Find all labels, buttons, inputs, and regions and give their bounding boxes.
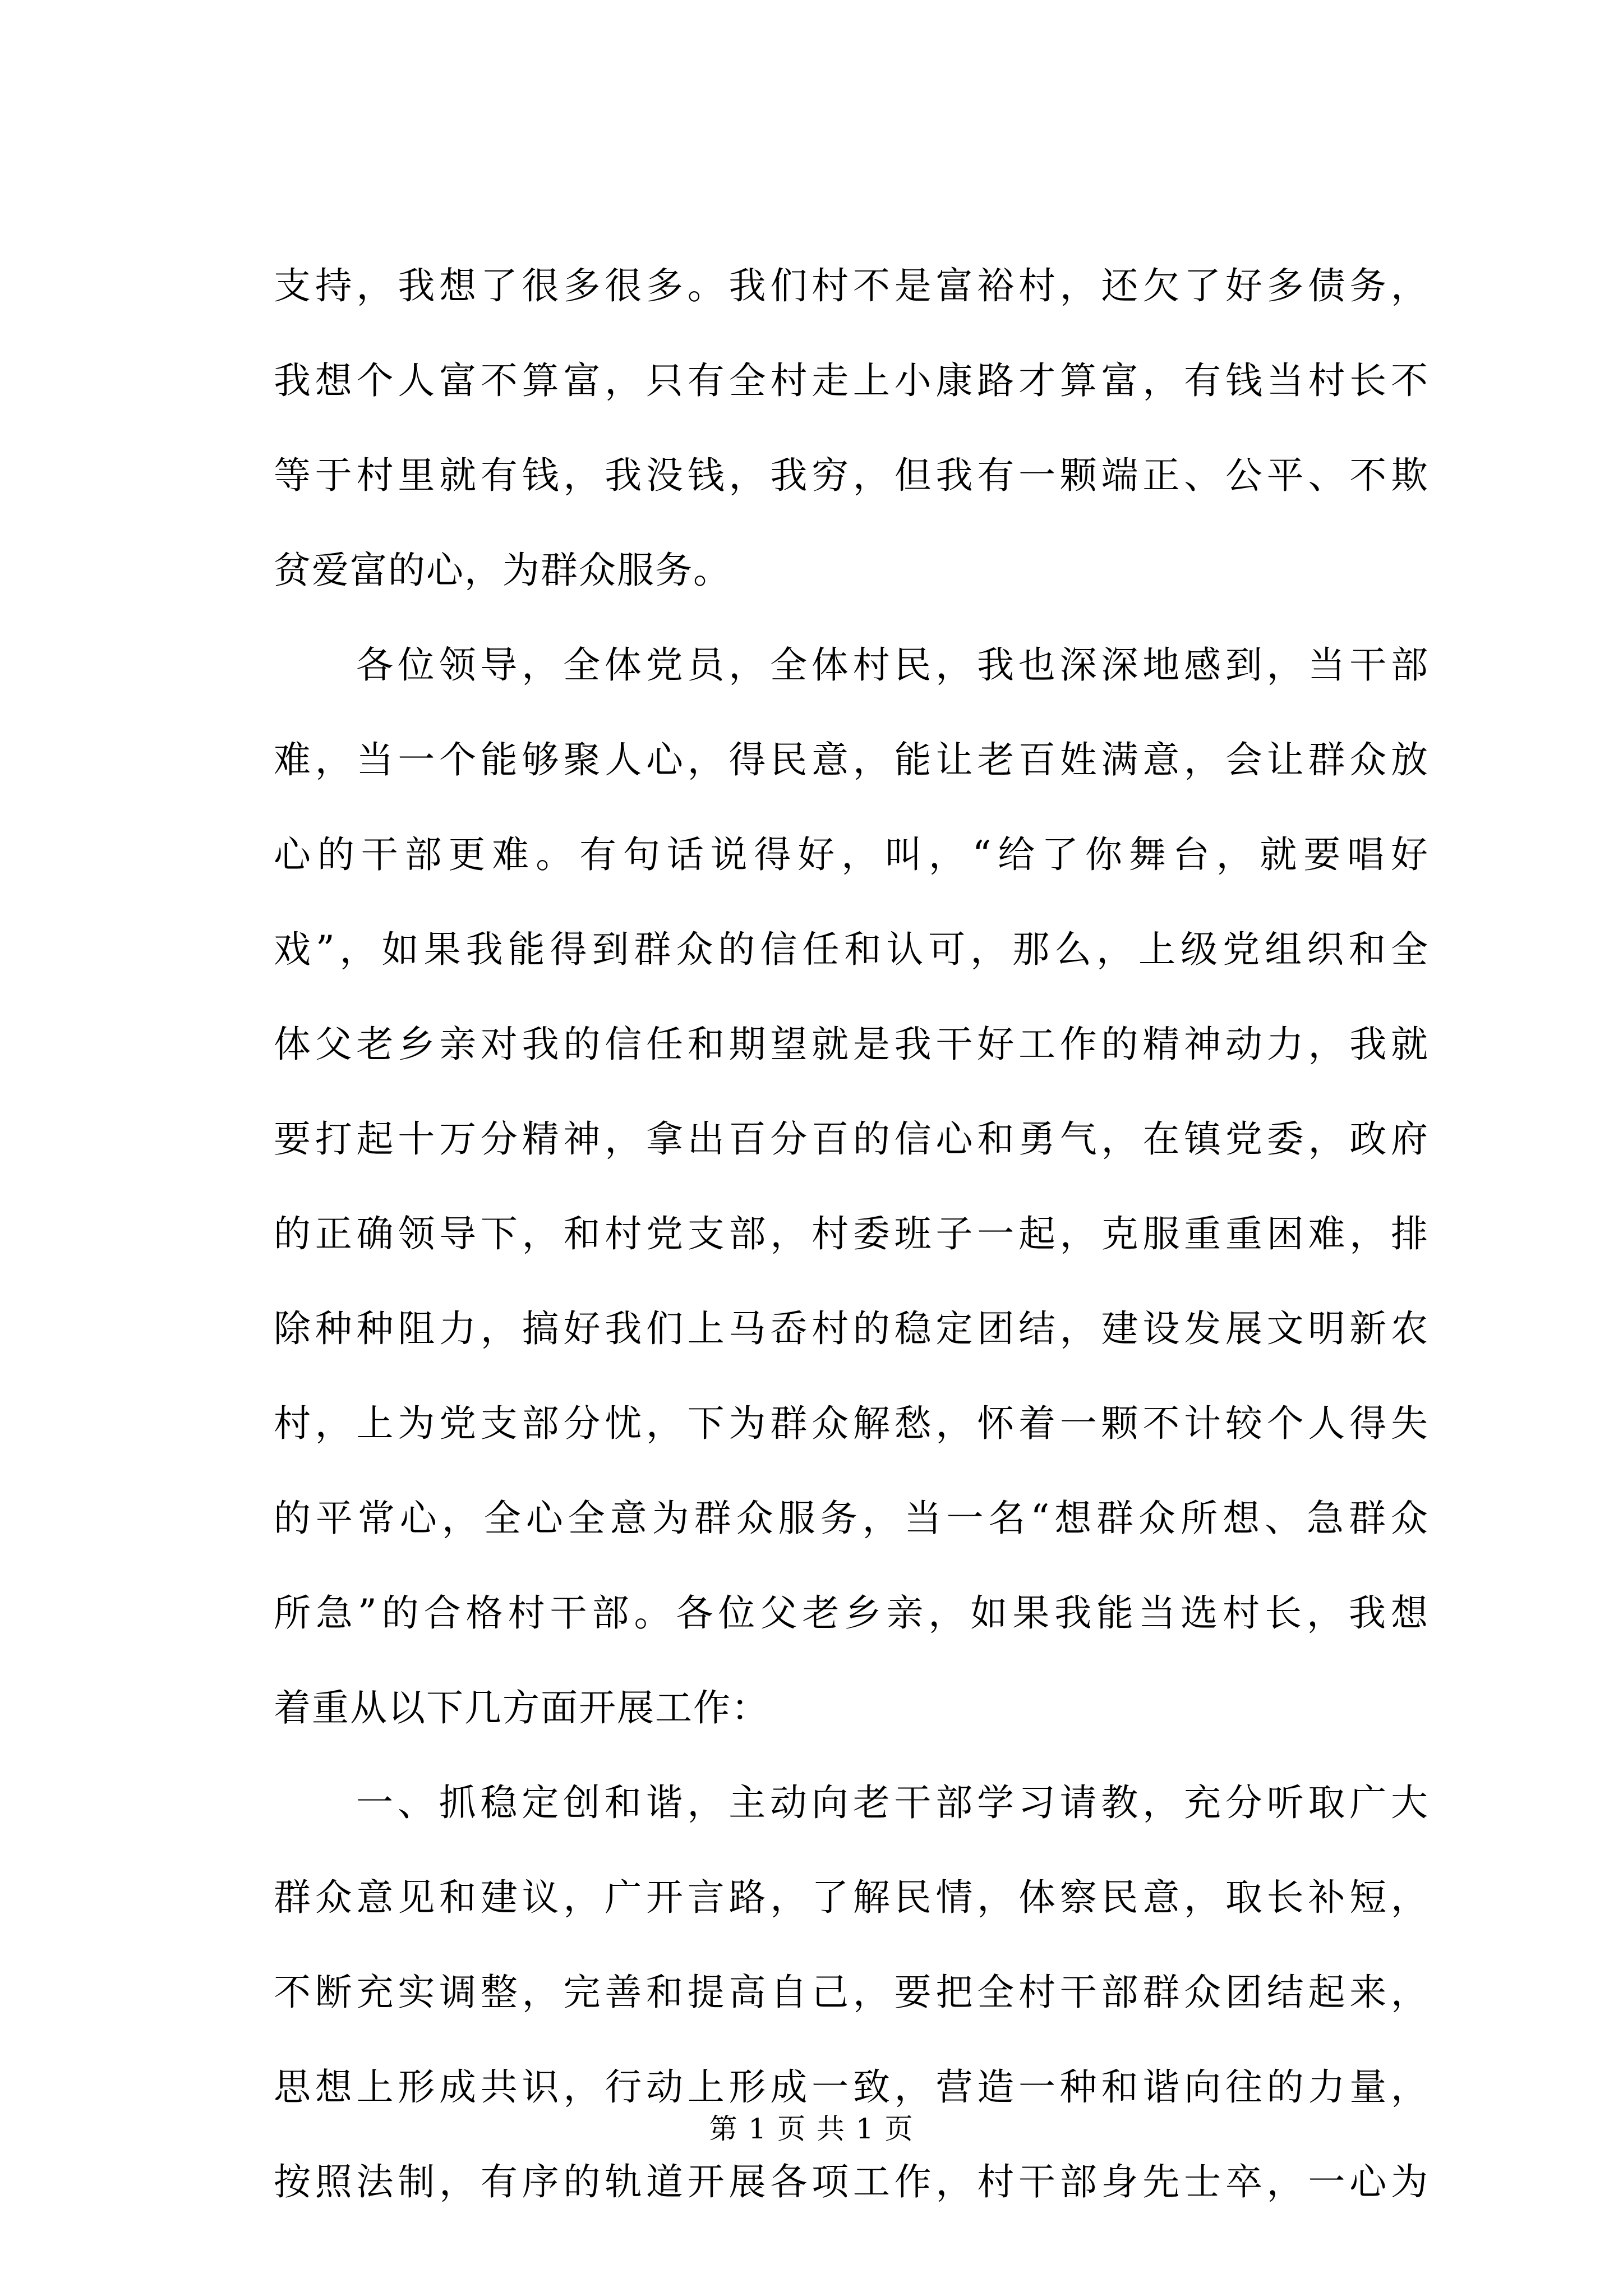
text-line: 群众意见和建议，广开言路，了解民情，体察民意，取长补短， <box>274 1876 1429 1919</box>
text-line: 村，上为党支部分忧，下为群众解愁，怀着一颗不计较个人得失 <box>274 1402 1429 1445</box>
text-line: 我想个人富不算富，只有全村走上小康路才算富，有钱当村长不 <box>274 359 1429 402</box>
text-line: 体父老乡亲对我的信任和期望就是我干好工作的精神动力，我就 <box>274 1023 1429 1066</box>
text-line: 要打起十万分精神，拿出百分百的信心和勇气，在镇党委，政府 <box>274 1117 1429 1161</box>
text-line: 着重从以下几方面开展工作： <box>274 1686 769 1729</box>
text-line: 难，当一个能够聚人心，得民意，能让老百姓满意，会让群众放 <box>274 738 1429 781</box>
text-line: 心的干部更难。有句话说得好，叫，“给了你舞台，就要唱好 <box>274 833 1429 876</box>
text-line: 不断充实调整，完善和提高自己，要把全村干部群众团结起来， <box>274 1971 1429 2014</box>
text-line: 的平常心，全心全意为群众服务，当一名“想群众所想、急群众 <box>274 1497 1429 1540</box>
text-line: 思想上形成共识，行动上形成一致，营造一种和谐向往的力量， <box>274 2065 1429 2109</box>
text-line: 除种种阻力，搞好我们上马岙村的稳定团结，建设发展文明新农 <box>274 1307 1429 1350</box>
text-line: 一、抓稳定创和谐，主动向老干部学习请教，充分听取广大 <box>356 1781 1429 1824</box>
text-line: 各位领导，全体党员，全体村民，我也深深地感到，当干部 <box>356 643 1429 687</box>
text-line: 支持，我想了很多很多。我们村不是富裕村，还欠了好多债务， <box>274 264 1429 307</box>
text-line: 贫爱富的心，为群众服务。 <box>274 549 731 592</box>
text-line: 所急”的合格村干部。各位父老乡亲，如果我能当选村长，我想 <box>274 1591 1429 1635</box>
text-line: 按照法制，有序的轨道开展各项工作，村干部身先士卒，一心为 <box>274 2160 1429 2203</box>
text-line: 等于村里就有钱，我没钱，我穷，但我有一颗端正、公平、不欺 <box>274 454 1429 497</box>
page-number-footer: 第 1 页 共 1 页 <box>709 2113 914 2145</box>
text-line: 的正确领导下，和村党支部，村委班子一起，克服重重困难，排 <box>274 1212 1429 1255</box>
text-line: 戏”，如果我能得到群众的信任和认可，那么，上级党组织和全 <box>274 928 1429 971</box>
